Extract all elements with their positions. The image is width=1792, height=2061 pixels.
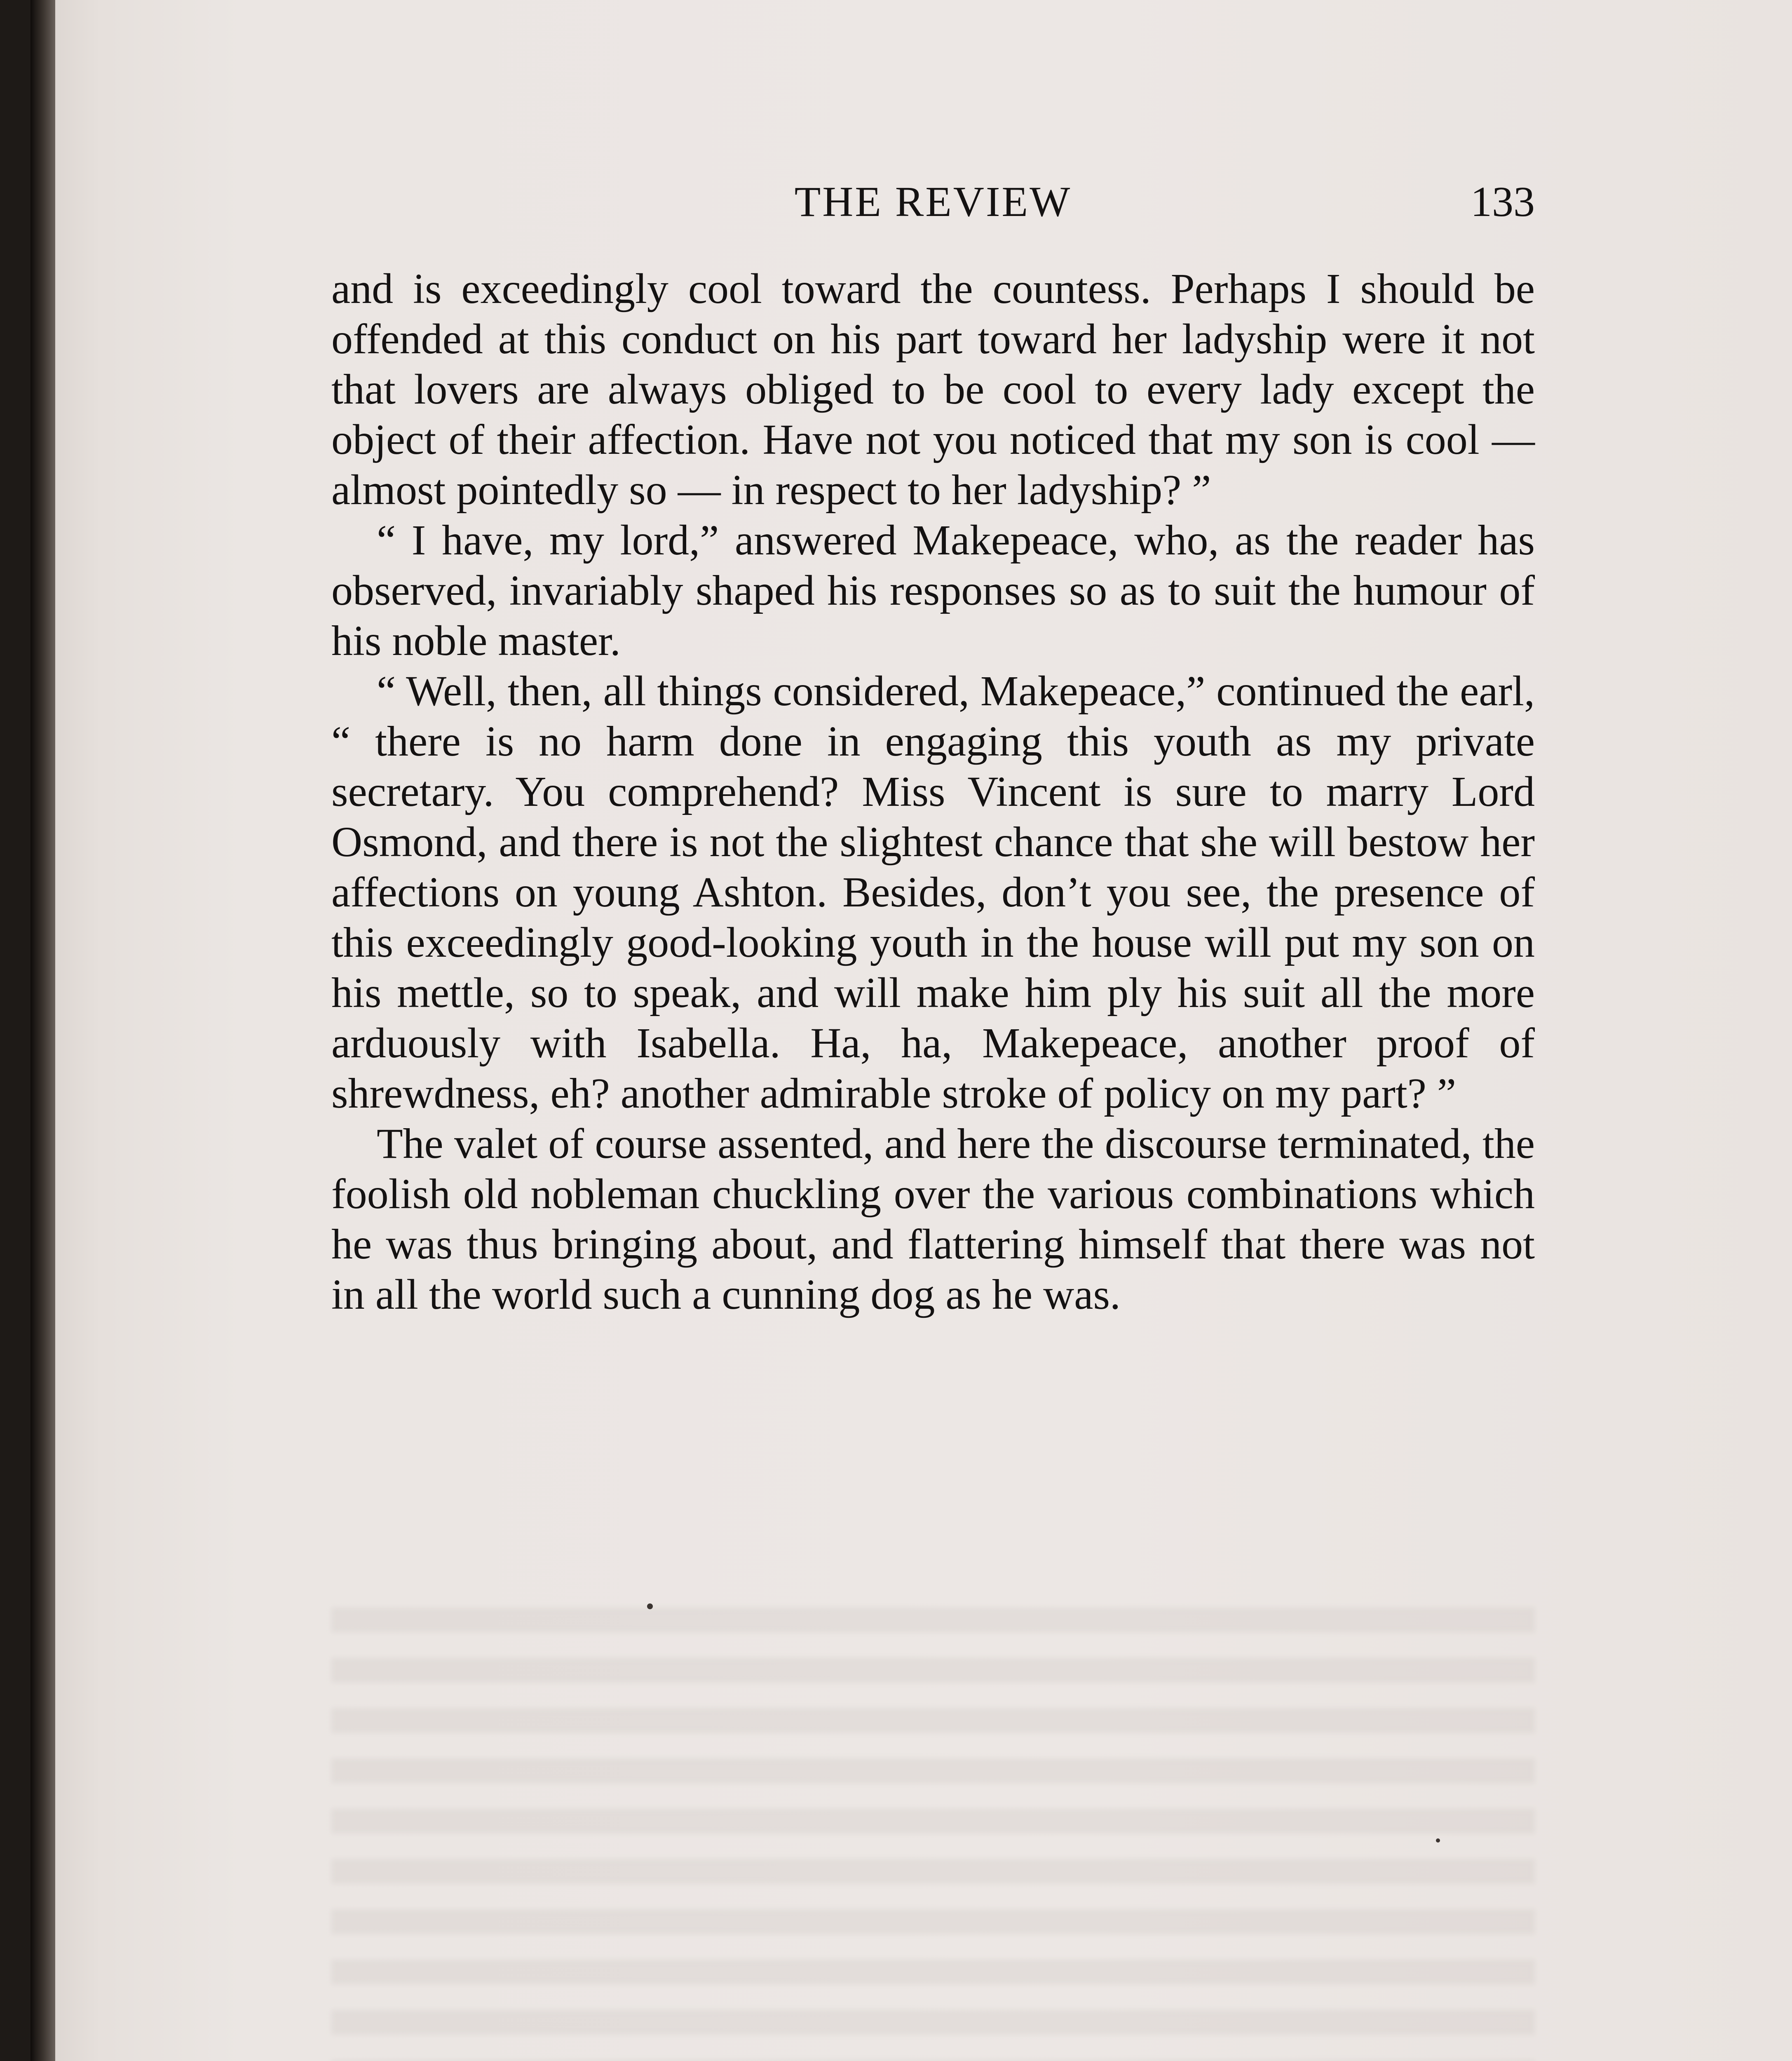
ink-speck: [647, 1603, 653, 1609]
ink-speck: [1436, 1838, 1440, 1843]
paragraph-4: The valet of course assented, and here the discourse terminated, the foolish old nobleman chuckling over the various combinations which he was thus bringing about, and flattering himself that there was not in all the world such a cunning dog as he was.: [331, 1120, 1535, 1318]
paragraph-3: “ Well, then, all things considered, Makepeace,” continued the earl, “ there is no harm done in engaging this youth as my private secretary. You comprehend? Miss Vincent is sure to marry Lord Osmond, and there is not the slightest chance that she will bestow her affections on young Ashton. Besides, don’t you see, the presence of this exceedingly good-looking youth in the house will put my son on his mettle, so to speak, and will make him ply his suit all the more arduously with Isabella. Ha, ha, Makepeace, another proof of shrewdness, eh? another admirable stroke of policy on my part? ”: [331, 667, 1535, 1117]
binding-shadow: [30, 0, 55, 2061]
bleed-through-shadow: [331, 1608, 1535, 2061]
book-page: [30, 0, 1792, 2061]
running-title: THE REVIEW: [794, 178, 1072, 225]
page-header: [331, 177, 1535, 227]
page-number: 133: [1471, 178, 1535, 225]
body-text: [331, 264, 1535, 1320]
paragraph-2: “ I have, my lord,” answered Makepeace, who, as the reader has observed, invariably shaped his responses so as to suit the humour of his noble master.: [331, 516, 1535, 664]
paragraph-1: and is exceedingly cool toward the countess. Perhaps I should be offended at this conduct on his part toward her ladyship were it not that lovers are always obliged to be cool to every lady except the object of their affection. Have not you noticed that my son is cool — almost pointedly so — in respect to her ladyship? ”: [331, 265, 1535, 514]
